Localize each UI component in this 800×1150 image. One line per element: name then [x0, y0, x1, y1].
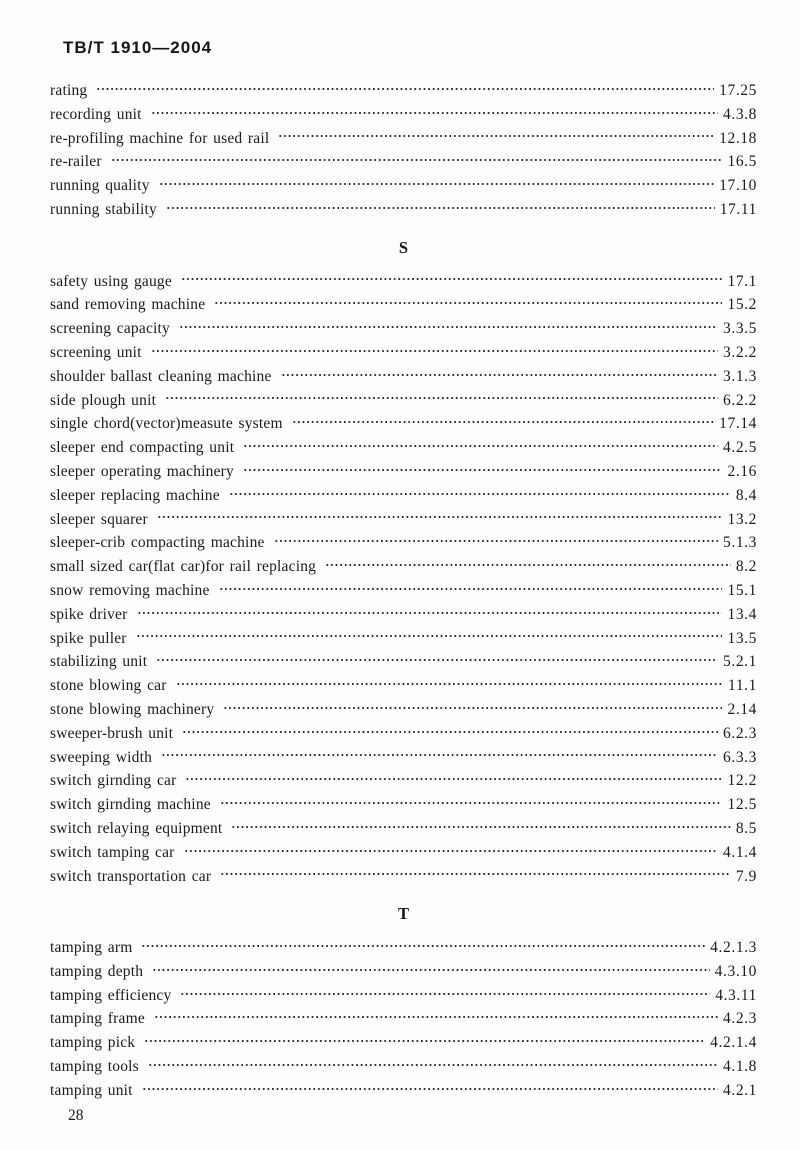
index-entry [50, 270, 757, 294]
dot-leader [161, 752, 718, 758]
index-list [50, 79, 757, 1103]
dot-leader [151, 348, 718, 354]
index-entry [50, 698, 757, 722]
clause-reference: 15.2 [727, 296, 757, 314]
dot-leader [156, 657, 718, 663]
index-term: switch girnding machine [50, 796, 211, 814]
clause-reference: 2.14 [727, 700, 757, 718]
index-term: running quality [50, 177, 150, 195]
clause-reference: 4.2.1 [723, 1081, 757, 1099]
clause-reference: 2.16 [727, 462, 757, 480]
index-entry [50, 508, 757, 532]
index-entry [50, 793, 757, 817]
index-entry [50, 1031, 757, 1055]
index-term: sleeper squarer [50, 510, 148, 528]
dot-leader [219, 586, 723, 592]
standard-number-header: TB/T 1910—2004 [63, 38, 213, 57]
clause-reference: 3.3.5 [723, 320, 757, 338]
index-entry [50, 1079, 757, 1103]
clause-reference: 4.2.1.4 [710, 1034, 757, 1052]
clause-reference: 4.2.1.3 [710, 939, 757, 957]
index-term: sleeper operating machinery [50, 462, 234, 480]
index-entry [50, 865, 757, 889]
clause-reference: 4.1.8 [723, 1058, 757, 1076]
dot-leader [220, 871, 731, 877]
index-term: re-railer [50, 153, 102, 171]
clause-reference: 4.2.3 [723, 1010, 757, 1028]
dot-leader [111, 157, 723, 163]
index-term: switch girnding car [50, 772, 177, 790]
dot-leader [229, 491, 731, 497]
dot-leader [148, 1062, 718, 1068]
index-term: snow removing machine [50, 581, 210, 599]
index-term: stabilizing unit [50, 653, 148, 671]
index-term: tamping pick [50, 1034, 136, 1052]
index-term: rating [50, 82, 88, 99]
dot-leader [223, 705, 722, 711]
index-entry [50, 674, 757, 698]
clause-reference: 12.5 [727, 796, 757, 814]
index-entry [50, 389, 757, 413]
index-entry [50, 746, 757, 770]
dot-leader [142, 1086, 718, 1092]
dot-leader [274, 538, 718, 544]
index-entry [50, 103, 757, 127]
index-term: spike puller [50, 629, 127, 647]
index-entry [50, 960, 757, 984]
index-term: tamping arm [50, 939, 133, 957]
clause-reference: 11.1 [728, 677, 757, 695]
clause-reference: 16.5 [727, 153, 757, 171]
dot-leader [243, 443, 718, 449]
index-term: tamping tools [50, 1058, 139, 1076]
clause-reference: 12.18 [719, 129, 757, 147]
dot-leader [165, 395, 718, 401]
dot-leader [151, 110, 718, 116]
index-entry [50, 722, 757, 746]
dot-leader [220, 800, 723, 806]
index-term: switch tamping car [50, 843, 175, 861]
dot-leader [136, 633, 723, 639]
index-entry [50, 341, 757, 365]
clause-reference: 8.5 [735, 819, 757, 837]
clause-reference: 4.2.5 [723, 439, 757, 457]
clause-reference: 4.1.4 [723, 843, 757, 861]
index-entry [50, 460, 757, 484]
index-term: sweeping width [50, 748, 153, 766]
dot-leader [184, 848, 718, 854]
clause-reference: 6.2.3 [723, 724, 757, 742]
index-entry [50, 531, 757, 555]
clause-reference: 5.2.1 [723, 653, 757, 671]
index-term: tamping frame [50, 1010, 145, 1028]
dot-leader [179, 324, 718, 330]
index-term: switch relaying equipment [50, 819, 223, 837]
index-entry [50, 555, 757, 579]
index-entry [50, 984, 757, 1008]
index-entry [50, 1055, 757, 1079]
index-entry [50, 841, 757, 865]
index-term: recording unit [50, 105, 142, 123]
index-term: tamping unit [50, 1081, 133, 1099]
clause-reference: 17.11 [719, 200, 757, 218]
index-term: safety using gauge [50, 272, 172, 290]
dot-leader [231, 824, 730, 830]
index-entry [50, 936, 757, 960]
clause-reference: 4.3.11 [715, 986, 757, 1004]
index-entry [50, 150, 757, 174]
dot-leader [214, 300, 722, 306]
index-term: screening capacity [50, 320, 170, 338]
dot-leader [292, 419, 714, 425]
index-term: running stability [50, 200, 157, 218]
index-entry [50, 650, 757, 674]
clause-reference: 17.1 [727, 272, 757, 290]
index-entry [50, 436, 757, 460]
index-term: screening unit [50, 343, 142, 361]
index-term: sand removing machine [50, 296, 206, 314]
clause-reference: 4.3.8 [723, 105, 757, 123]
dot-leader [96, 86, 714, 92]
clause-reference: 4.3.10 [714, 962, 757, 980]
index-entry [50, 174, 757, 198]
clause-reference: 3.1.3 [723, 367, 757, 385]
dot-leader [278, 133, 714, 139]
clause-reference: 13.2 [727, 510, 757, 528]
dot-leader [325, 562, 731, 568]
index-term: stone blowing car [50, 677, 167, 695]
dot-leader [157, 514, 723, 520]
clause-reference: 13.4 [727, 605, 757, 623]
clause-reference: 5.1.3 [723, 534, 757, 552]
index-entry [50, 1007, 757, 1031]
dot-leader [154, 1014, 718, 1020]
index-term: spike driver [50, 605, 128, 623]
index-term: switch transportation car [50, 867, 212, 885]
clause-reference: 13.5 [727, 629, 757, 647]
clause-reference: 3.2.2 [723, 343, 757, 361]
clause-reference: 15.1 [727, 581, 757, 599]
clause-reference: 17.10 [719, 177, 757, 195]
clause-reference: 17.25 [719, 82, 757, 99]
index-entry [50, 412, 757, 436]
dot-leader [144, 1038, 705, 1044]
dot-leader [243, 467, 722, 473]
index-entry [50, 365, 757, 389]
clause-reference: 6.3.3 [723, 748, 757, 766]
index-entry [50, 627, 757, 651]
dot-leader [182, 729, 718, 735]
index-term: side plough unit [50, 391, 157, 409]
index-entry [50, 817, 757, 841]
index-term: stone blowing machinery [50, 700, 215, 718]
dot-leader [152, 967, 709, 973]
section-letter: T [397, 904, 409, 924]
index-term: sleeper end compacting unit [50, 439, 235, 457]
dot-leader [180, 991, 710, 997]
index-term: sweeper-brush unit [50, 724, 174, 742]
index-entry [50, 603, 757, 627]
page-number: 28 [68, 1106, 84, 1124]
index-term: sleeper-crib compacting machine [50, 534, 265, 552]
index-entry [50, 127, 757, 151]
clause-reference: 8.2 [735, 558, 757, 576]
index-entry [50, 293, 757, 317]
dot-leader [181, 276, 723, 282]
index-term: single chord(vector)measute system [50, 415, 283, 433]
index-term: small sized car(flat car)for rail replacing [50, 558, 317, 576]
dot-leader [185, 776, 722, 782]
dot-leader [137, 610, 723, 616]
index-term: re-profiling machine for used rail [50, 129, 270, 147]
index-entry [50, 79, 757, 103]
dot-leader [159, 181, 714, 187]
index-entry [50, 198, 757, 222]
index-term: tamping efficiency [50, 986, 172, 1004]
section-letter: S [398, 237, 409, 257]
dot-leader [281, 372, 718, 378]
clause-reference: 8.4 [735, 486, 757, 504]
clause-reference: 12.2 [727, 772, 757, 790]
index-entry [50, 317, 757, 341]
dot-leader [176, 681, 723, 687]
clause-reference: 7.9 [735, 867, 757, 885]
dot-leader [141, 943, 705, 949]
clause-reference: 6.2.2 [723, 391, 757, 409]
index-term: sleeper replacing machine [50, 486, 220, 504]
index-term: shoulder ballast cleaning machine [50, 367, 272, 385]
index-entry [50, 484, 757, 508]
clause-reference: 17.14 [719, 415, 757, 433]
index-entry [50, 579, 757, 603]
dot-leader [166, 205, 715, 211]
index-entry [50, 769, 757, 793]
index-term: tamping depth [50, 962, 144, 980]
